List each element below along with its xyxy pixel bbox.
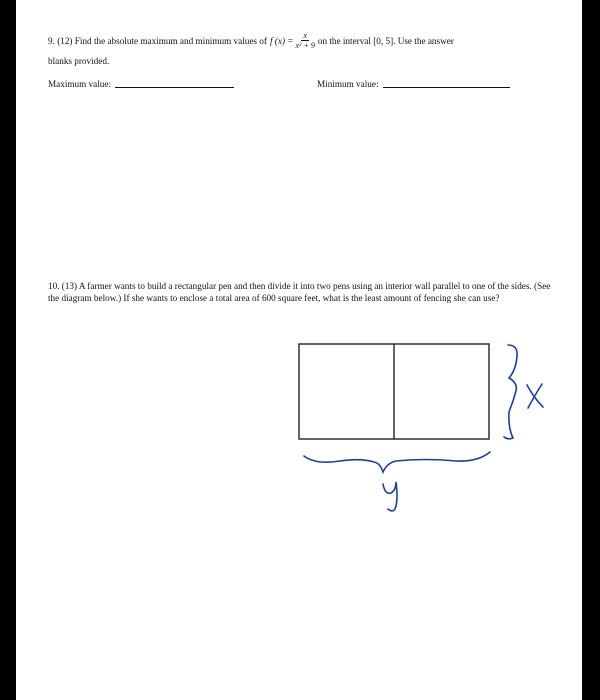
minimum-label: Minimum value: — [317, 79, 379, 89]
question-10-text: 10. (13) A farmer wants to build a rectangular pen and then divide it into two pens using an interior wall parallel to one of the sides. (See the diagram below.) If she wants to enclose a total area of 600 square feet, what is the least amount of fencing she can use? — [48, 281, 551, 304]
question-9-intro: 9. (12) Find the absolute maximum and minimum values of — [48, 35, 267, 46]
side-curly-brace — [504, 345, 517, 439]
function-lhs: f (x) = — [269, 35, 294, 46]
bottom-label-y — [383, 482, 397, 511]
question-9-interval: on the interval [0, 5]. Use the answer — [317, 35, 454, 46]
pen-diagram — [16, 0, 582, 700]
fraction-denominator: x² + 9 — [295, 41, 315, 50]
worksheet-page — [16, 0, 582, 700]
maximum-label: Maximum value: — [48, 79, 112, 89]
bottom-curly-brace — [304, 452, 490, 472]
question-9-line-2: blanks provided. — [48, 56, 110, 66]
fraction-numerator: x — [303, 31, 307, 40]
